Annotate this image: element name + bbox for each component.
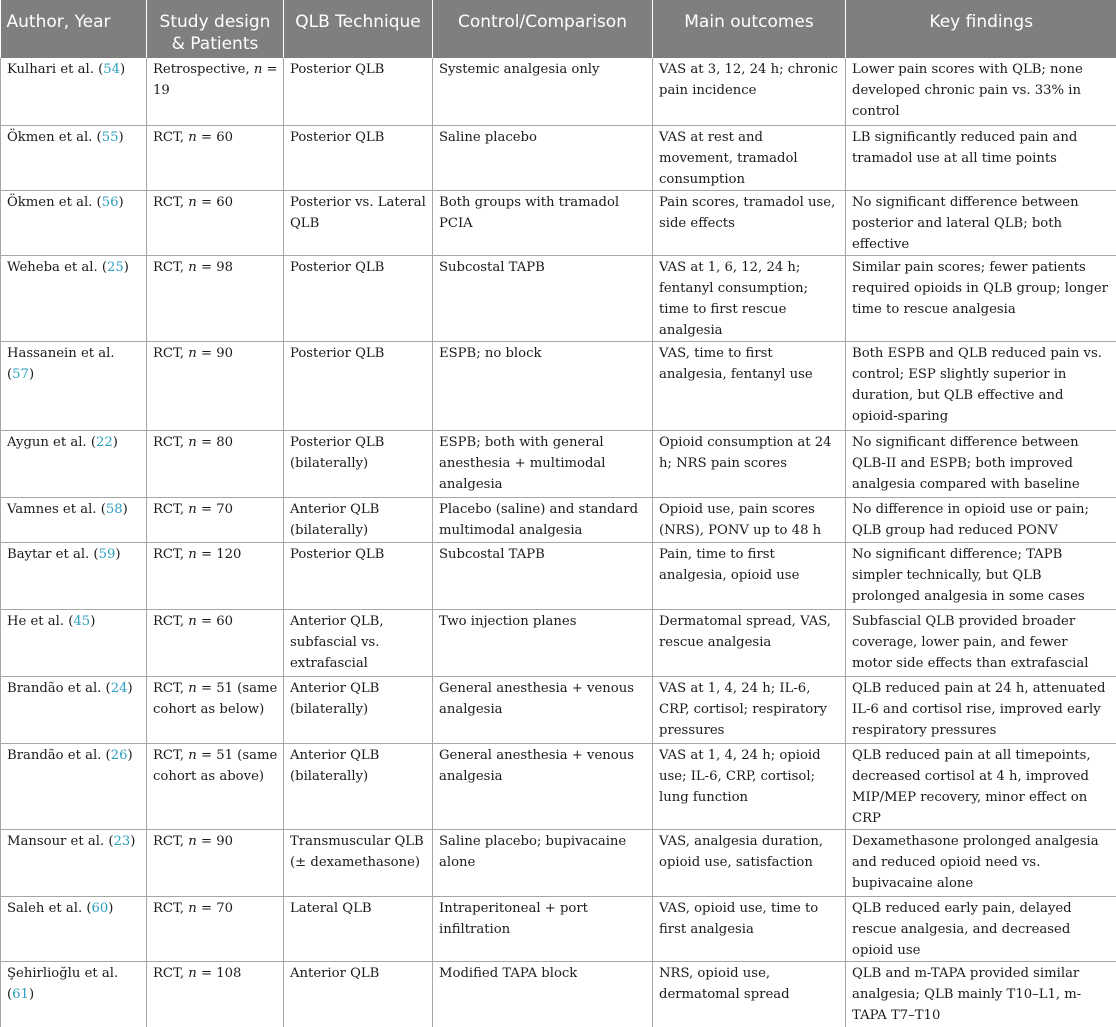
table-row [1, 497, 1116, 542]
table-row [1, 58, 1116, 125]
control-comparison-cell: ESPB; no block [433, 341, 653, 430]
control-comparison-cell: Two injection planes [433, 609, 653, 676]
sample-size-value: = 60 [197, 195, 233, 210]
header-control-comparison: Control/Comparison [433, 0, 653, 58]
sample-size-symbol: n [188, 748, 197, 763]
design-type: RCT, [153, 130, 188, 145]
author-paren: ) [115, 547, 120, 562]
study-design-cell [147, 58, 284, 125]
sample-size-symbol: n [188, 901, 197, 916]
table-row [1, 961, 1116, 1027]
design-type: RCT, [153, 502, 188, 517]
reference-link[interactable]: 25 [107, 260, 124, 275]
sample-size-symbol: n [188, 346, 197, 361]
main-outcomes-cell: VAS at rest and movement, tramadol consumption [653, 125, 846, 190]
table-row [1, 190, 1116, 255]
main-outcomes-cell: Pain scores, tramadol use, side effects [653, 190, 846, 255]
author-name: Saleh et al. ( [7, 901, 92, 916]
author-year-cell [1, 255, 147, 341]
study-design-cell [147, 190, 284, 255]
reference-link[interactable]: 23 [113, 834, 130, 849]
design-type: RCT, [153, 681, 188, 696]
control-comparison-cell: Subcostal TAPB [433, 255, 653, 341]
table-row [1, 676, 1116, 743]
header-study-design: Study design & Patients [147, 0, 284, 58]
author-paren: ) [29, 367, 34, 382]
header-key-findings: Key findings [846, 0, 1116, 58]
sample-size-symbol: n [188, 130, 197, 145]
author-year-cell [1, 430, 147, 497]
main-outcomes-cell: VAS, time to first analgesia, fentanyl use [653, 341, 846, 430]
qlb-technique-cell: Anterior QLB, subfascial vs. extrafascial [284, 609, 433, 676]
main-outcomes-cell: Opioid consumption at 24 h; NRS pain scores [653, 430, 846, 497]
key-findings-cell: QLB reduced pain at 24 h, attenuated IL-6 and cortisol rise, improved early respiratory pressures [846, 676, 1116, 743]
author-name: He et al. ( [7, 614, 73, 629]
author-paren: ) [108, 901, 113, 916]
qlb-technique-cell: Posterior vs. Lateral QLB [284, 190, 433, 255]
design-type: RCT, [153, 195, 188, 210]
study-design-cell [147, 430, 284, 497]
control-comparison-cell: Systemic analgesia only [433, 58, 653, 125]
design-type: RCT, [153, 748, 188, 763]
study-design-cell [147, 743, 284, 829]
author-year-cell [1, 542, 147, 609]
table-row [1, 609, 1116, 676]
sample-size-symbol: n [188, 681, 197, 696]
main-outcomes-cell: VAS, analgesia duration, opioid use, satisfaction [653, 829, 846, 896]
table-row [1, 255, 1116, 341]
control-comparison-cell: Modified TAPA block [433, 961, 653, 1027]
author-year-cell [1, 125, 147, 190]
author-name: Aygun et al. ( [7, 435, 96, 450]
main-outcomes-cell: Dermatomal spread, VAS, rescue analgesia [653, 609, 846, 676]
reference-link[interactable]: 26 [111, 748, 128, 763]
qlb-technique-cell: Anterior QLB [284, 961, 433, 1027]
author-year-cell [1, 341, 147, 430]
author-year-cell [1, 58, 147, 125]
author-paren: ) [90, 614, 95, 629]
main-outcomes-cell: VAS at 1, 6, 12, 24 h; fentanyl consumption; time to first rescue analgesia [653, 255, 846, 341]
control-comparison-cell: Placebo (saline) and standard multimodal analgesia [433, 497, 653, 542]
qlb-technique-cell: Posterior QLB [284, 542, 433, 609]
key-findings-cell: Subfascial QLB provided broader coverage, lower pain, and fewer motor side effects than extrafascial [846, 609, 1116, 676]
key-findings-cell: Both ESPB and QLB reduced pain vs. control; ESP slightly superior in duration, but QLB effective and opioid-sparing [846, 341, 1116, 430]
control-comparison-cell: General anesthesia + venous analgesia [433, 676, 653, 743]
author-paren: ) [123, 502, 128, 517]
sample-size-value: = 98 [197, 260, 233, 275]
author-year-cell [1, 497, 147, 542]
author-name: Hassanein et al. ( [7, 346, 115, 382]
table-row [1, 542, 1116, 609]
author-paren: ) [127, 748, 132, 763]
reference-link[interactable]: 22 [96, 435, 113, 450]
reference-link[interactable]: 56 [102, 195, 119, 210]
sample-size-value: = 70 [197, 502, 233, 517]
qlb-technique-cell: Posterior QLB [284, 58, 433, 125]
key-findings-cell: No significant difference between posterior and lateral QLB; both effective [846, 190, 1116, 255]
author-paren: ) [124, 260, 129, 275]
design-type: RCT, [153, 966, 188, 981]
author-name: Brandão et al. ( [7, 748, 111, 763]
sample-size-value: = 80 [197, 435, 233, 450]
author-name: Ökmen et al. ( [7, 130, 102, 145]
author-paren: ) [118, 130, 123, 145]
reference-link[interactable]: 24 [111, 681, 128, 696]
table-row [1, 829, 1116, 896]
table-row [1, 341, 1116, 430]
table-row [1, 125, 1116, 190]
author-name: Kulhari et al. ( [7, 62, 103, 77]
design-type: RCT, [153, 834, 188, 849]
main-outcomes-cell: NRS, opioid use, dermatomal spread [653, 961, 846, 1027]
reference-link[interactable]: 55 [102, 130, 119, 145]
sample-size-value: = 60 [197, 130, 233, 145]
design-type: RCT, [153, 346, 188, 361]
author-name: Baytar et al. ( [7, 547, 99, 562]
key-findings-cell: Lower pain scores with QLB; none developed chronic pain vs. 33% in control [846, 58, 1116, 125]
qlb-technique-cell: Anterior QLB (bilaterally) [284, 676, 433, 743]
sample-size-value: = 70 [197, 901, 233, 916]
sample-size-value: = 90 [197, 834, 233, 849]
study-design-cell [147, 542, 284, 609]
author-name: Brandão et al. ( [7, 681, 111, 696]
author-paren: ) [130, 834, 135, 849]
key-findings-cell: No significant difference between QLB-II and ESPB; both improved analgesia compared with baseline [846, 430, 1116, 497]
author-name: Mansour et al. ( [7, 834, 113, 849]
key-findings-cell: QLB reduced early pain, delayed rescue analgesia, and decreased opioid use [846, 896, 1116, 961]
author-name: Ökmen et al. ( [7, 195, 102, 210]
sample-size-symbol: n [254, 62, 263, 77]
study-design-cell [147, 125, 284, 190]
header-row [1, 0, 1116, 58]
header-main-outcomes: Main outcomes [653, 0, 846, 58]
key-findings-cell: LB significantly reduced pain and tramadol use at all time points [846, 125, 1116, 190]
key-findings-cell: Dexamethasone prolonged analgesia and reduced opioid need vs. bupivacaine alone [846, 829, 1116, 896]
reference-link[interactable]: 58 [106, 502, 123, 517]
sample-size-symbol: n [188, 502, 197, 517]
qlb-technique-cell: Lateral QLB [284, 896, 433, 961]
sample-size-value: = 19 [153, 62, 278, 98]
qlb-technique-cell: Transmuscular QLB (± dexamethasone) [284, 829, 433, 896]
main-outcomes-cell: VAS, opioid use, time to first analgesia [653, 896, 846, 961]
table-row [1, 896, 1116, 961]
author-paren: ) [127, 681, 132, 696]
study-design-cell [147, 829, 284, 896]
qlb-technique-cell: Posterior QLB [284, 341, 433, 430]
reference-link[interactable]: 61 [12, 987, 29, 1002]
sample-size-value: = 51 (same cohort as above) [153, 748, 277, 784]
control-comparison-cell: Both groups with tramadol PCIA [433, 190, 653, 255]
author-name: Şehirlioğlu et al. ( [7, 966, 118, 1002]
sample-size-symbol: n [188, 435, 197, 450]
control-comparison-cell: Subcostal TAPB [433, 542, 653, 609]
key-findings-cell: QLB and m-TAPA provided similar analgesia; QLB mainly T10–L1, m-TAPA T7–T10 [846, 961, 1116, 1027]
table-row [1, 743, 1116, 829]
author-year-cell [1, 961, 147, 1027]
study-design-cell [147, 676, 284, 743]
reference-link[interactable]: 57 [12, 367, 29, 382]
sample-size-symbol: n [188, 195, 197, 210]
sample-size-value: = 90 [197, 346, 233, 361]
study-design-cell [147, 609, 284, 676]
author-year-cell [1, 743, 147, 829]
main-outcomes-cell: VAS at 1, 4, 24 h; IL-6, CRP, cortisol; respiratory pressures [653, 676, 846, 743]
sample-size-symbol: n [188, 260, 197, 275]
sample-size-symbol: n [188, 966, 197, 981]
control-comparison-cell: Intraperitoneal + port infiltration [433, 896, 653, 961]
study-design-cell [147, 896, 284, 961]
header-author-year: Author, Year [1, 0, 147, 58]
main-outcomes-cell: Opioid use, pain scores (NRS), PONV up to 48 h [653, 497, 846, 542]
sample-size-value: = 120 [197, 547, 242, 562]
author-year-cell [1, 190, 147, 255]
reference-link[interactable]: 45 [73, 614, 90, 629]
sample-size-symbol: n [188, 547, 197, 562]
qlb-technique-cell: Posterior QLB [284, 255, 433, 341]
author-name: Weheba et al. ( [7, 260, 107, 275]
author-year-cell [1, 609, 147, 676]
qlb-technique-cell: Posterior QLB [284, 125, 433, 190]
author-paren: ) [113, 435, 118, 450]
header-qlb-technique: QLB Technique [284, 0, 433, 58]
qlb-technique-cell: Anterior QLB (bilaterally) [284, 743, 433, 829]
control-comparison-cell: Saline placebo; bupivacaine alone [433, 829, 653, 896]
author-name: Vamnes et al. ( [7, 502, 106, 517]
qlb-technique-cell: Anterior QLB (bilaterally) [284, 497, 433, 542]
design-type: RCT, [153, 614, 188, 629]
main-outcomes-cell: Pain, time to first analgesia, opioid use [653, 542, 846, 609]
author-year-cell [1, 829, 147, 896]
sample-size-symbol: n [188, 614, 197, 629]
table-row [1, 430, 1116, 497]
author-paren: ) [120, 62, 125, 77]
author-paren: ) [29, 987, 34, 1002]
study-design-cell [147, 255, 284, 341]
main-outcomes-cell: VAS at 3, 12, 24 h; chronic pain incidence [653, 58, 846, 125]
main-outcomes-cell: VAS at 1, 4, 24 h; opioid use; IL-6, CRP, cortisol; lung function [653, 743, 846, 829]
sample-size-value: = 60 [197, 614, 233, 629]
design-type: Retrospective, [153, 62, 254, 77]
reference-link[interactable]: 59 [99, 547, 116, 562]
key-findings-cell: QLB reduced pain at all timepoints, decreased cortisol at 4 h, improved MIP/MEP recovery, minor effect on CRP [846, 743, 1116, 829]
study-design-cell [147, 497, 284, 542]
reference-link[interactable]: 54 [103, 62, 120, 77]
reference-link[interactable]: 60 [92, 901, 109, 916]
qlb-technique-cell: Posterior QLB (bilaterally) [284, 430, 433, 497]
study-design-cell [147, 961, 284, 1027]
key-findings-cell: No significant difference; TAPB simpler technically, but QLB prolonged analgesia in some cases [846, 542, 1116, 609]
author-year-cell [1, 676, 147, 743]
design-type: RCT, [153, 260, 188, 275]
sample-size-value: = 51 (same cohort as below) [153, 681, 277, 717]
control-comparison-cell: Saline placebo [433, 125, 653, 190]
author-year-cell [1, 896, 147, 961]
design-type: RCT, [153, 547, 188, 562]
sample-size-symbol: n [188, 834, 197, 849]
design-type: RCT, [153, 435, 188, 450]
control-comparison-cell: ESPB; both with general anesthesia + multimodal analgesia [433, 430, 653, 497]
design-type: RCT, [153, 901, 188, 916]
control-comparison-cell: General anesthesia + venous analgesia [433, 743, 653, 829]
study-design-cell [147, 341, 284, 430]
sample-size-value: = 108 [197, 966, 242, 981]
key-findings-cell: No difference in opioid use or pain; QLB group had reduced PONV [846, 497, 1116, 542]
author-paren: ) [118, 195, 123, 210]
key-findings-cell: Similar pain scores; fewer patients required opioids in QLB group; longer time to rescue analgesia [846, 255, 1116, 341]
